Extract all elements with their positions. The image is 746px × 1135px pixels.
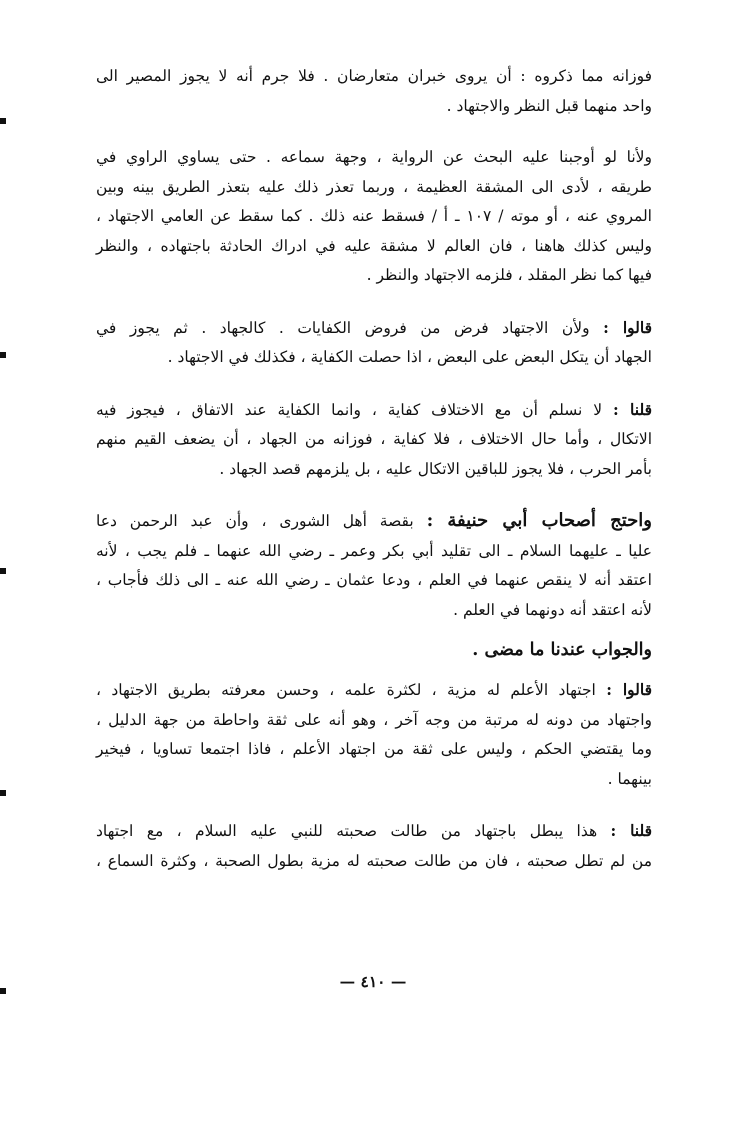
scan-edge-mark xyxy=(0,568,6,574)
text-line: فوزانه مما ذكروه : أن يروى خبران متعارضان . فلا جرم أنه لا يجوز المصير الى xyxy=(96,67,652,85)
text-line: واجتهاد من دونه له مرتبة من وجه آخر ، وهو أنه على ثقة واحاطة من جهة الدليل ، xyxy=(96,710,652,729)
text-line: بينهما . xyxy=(607,769,652,788)
section-heading: والجواب عندنا ما مضى . xyxy=(472,640,652,660)
line-text: اجتهاد الأعلم له مزية ، لكثرة علمه ، وحسن معرفته بطريق الاجتهاد ، xyxy=(96,681,596,699)
lead-phrase: قلنا : xyxy=(610,821,653,840)
lead-phrase: قالوا : xyxy=(603,317,652,337)
line-text: هذا يبطل باجتهاد من طالت صحبته للنبي عليه السلام ، مع اجتهاد xyxy=(96,822,598,840)
text-line: فيها كما نظر المقلد ، فلزمه الاجتهاد والنظر . xyxy=(366,266,652,284)
text-line: واحد منهما قبل النظر والاجتهاد . xyxy=(446,96,652,115)
text-line: ولأنا لو أوجبنا عليه البحث عن الرواية ، وجهة سماعه . حتى يساوي الراوي في xyxy=(96,148,652,166)
line-text: ولأن الاجتهاد فرض من فروض الكفايات . كالجهاد . ثم يجوز في xyxy=(96,318,590,337)
lead-phrase: قالوا : xyxy=(606,680,652,699)
text-line xyxy=(96,395,652,426)
paragraph-1 xyxy=(96,62,652,121)
text-line: من لم تطل صحبته ، فان من طالت صحبته له مزية بطول الصحبة ، وكثرة السماع ، xyxy=(96,851,652,870)
text-line xyxy=(96,675,652,706)
text-line: لأنه اعتقد أنه دونهما في العلم . xyxy=(453,600,652,619)
text-line: الجهاد أن يتكل البعض على البعض ، اذا حصلت الكفاية ، فكذلك في الاجتهاد . xyxy=(167,348,652,366)
text-line: وليس كذلك هاهنا ، فان العالم لا مشقة عليه في ادراك الحادثة باجتهاده ، والنظر xyxy=(96,236,652,255)
paragraph-7 xyxy=(96,816,652,876)
text-line: اعتقد أنه لا ينقص عنهما في العلم ، ودعا عثمان ـ رضي الله عنه ـ الى ذلك فأجاب ، xyxy=(96,571,652,589)
lead-phrase: قلنا : xyxy=(612,399,652,419)
text-line xyxy=(96,506,652,537)
text-line: وما يقتضي الحكم ، وليس على ثقة من اجتهاد الأعلم ، فاذا اجتمعا تساويا ، فيخير xyxy=(96,740,652,758)
line-text: لا نسلم أن مع الاختلاف كفاية ، وانما الكفاية عند الاتفاق ، فيجوز فيه xyxy=(96,400,603,419)
lead-phrase: واحتج أصحاب أبي حنيفة : xyxy=(426,510,652,531)
line-text: بقصة أهل الشورى ، وأن عبد الرحمن دعا xyxy=(96,512,414,530)
paragraph-5 xyxy=(96,506,652,625)
paragraph-3 xyxy=(96,313,652,373)
scan-edge-mark xyxy=(0,352,6,358)
scan-edge-mark xyxy=(0,790,6,796)
text-line: طريقه ، لأدى الى المشقة العظيمة ، وربما تعذر ذلك عليه بتعذر الطريق بينه وبين xyxy=(96,177,652,196)
paragraph-6 xyxy=(96,675,652,794)
paragraph-2 xyxy=(96,143,652,291)
text-line xyxy=(96,313,652,344)
page-body xyxy=(96,62,652,876)
paragraph-4 xyxy=(96,395,652,485)
page-number: — ٤١٠ — xyxy=(339,972,407,991)
scan-edge-mark xyxy=(0,118,6,124)
scan-edge-mark xyxy=(0,988,6,994)
text-line: عليا ـ عليهما السلام ـ الى تقليد أبي بكر وعمر ـ رضي الله عنهما ـ فلم يجب ، لأنه xyxy=(96,541,652,560)
text-line: المروي عنه ، أو موته / ١٠٧ ـ أ / فسقط عنه ذلك . كما سقط عن العامي الاجتهاد ، xyxy=(96,207,652,225)
text-line xyxy=(96,816,652,847)
text-line: بأمر الحرب ، فلا يجوز للباقين الاتكال عليه ، بل يلزمهم قصد الجهاد . xyxy=(219,459,652,478)
text-line: الاتكال ، وأما حال الاختلاف ، فلا كفاية ، فوزانه من الجهاد ، أن يضعف القيم منهم xyxy=(96,430,652,448)
